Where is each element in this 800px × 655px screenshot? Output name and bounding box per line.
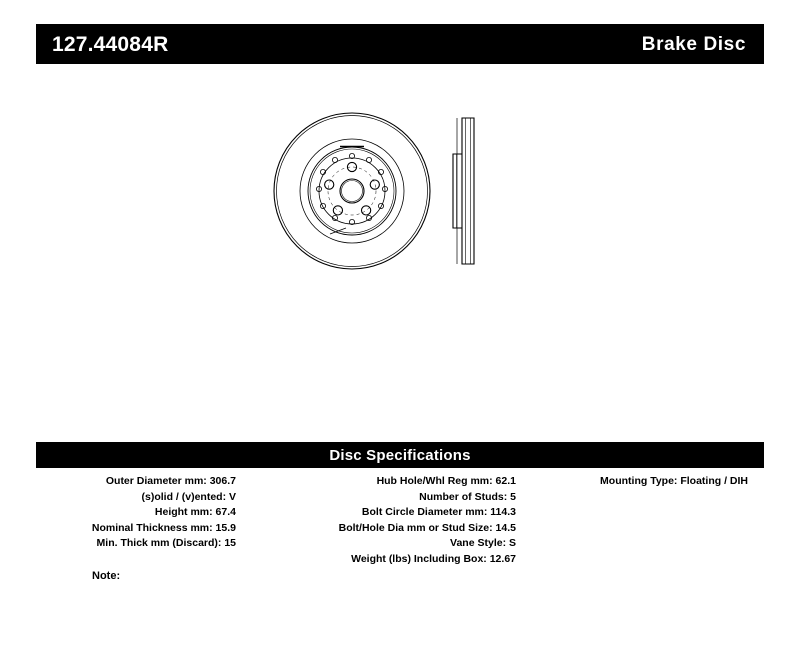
spec-item: Height mm: 67.4	[154, 506, 236, 518]
specs-right-column	[522, 474, 764, 490]
spec-item: Bolt/Hole Dia mm or Stud Size: 14.5	[338, 521, 516, 534]
spec-item: Outer Diameter mm: 306.7	[105, 475, 236, 487]
rotor-drawing	[260, 96, 540, 286]
spec-item: (s)olid / (v)ented: V	[141, 490, 236, 503]
specs-left-column	[36, 474, 242, 552]
header-bar	[36, 24, 764, 64]
specs-columns	[36, 474, 764, 567]
spec-item: Weight (lbs) Including Box: 12.67	[351, 552, 516, 565]
specs-middle-column	[242, 474, 522, 567]
rotor-drawing-svg	[260, 96, 540, 286]
part-number: 127.44084R	[52, 32, 169, 56]
spec-item: Min. Thick mm (Discard): 15	[96, 537, 236, 549]
spec-item: Vane Style: S	[450, 537, 516, 549]
spec-item: Mounting Type: Floating / DIH	[600, 475, 748, 487]
rotor-face-view	[274, 113, 430, 269]
disc-specifications-title: Disc Specifications	[36, 442, 764, 468]
spec-item: Nominal Thickness mm: 15.9	[91, 521, 236, 534]
note-label: Note:	[92, 570, 121, 582]
rotor-edge-view	[453, 118, 474, 264]
spec-item: Bolt Circle Diameter mm: 114.3	[361, 506, 516, 518]
spec-item: Hub Hole/Whl Reg mm: 62.1	[376, 475, 516, 487]
page-title: Brake Disc	[641, 33, 746, 55]
spec-item: Number of Studs: 5	[419, 490, 516, 503]
